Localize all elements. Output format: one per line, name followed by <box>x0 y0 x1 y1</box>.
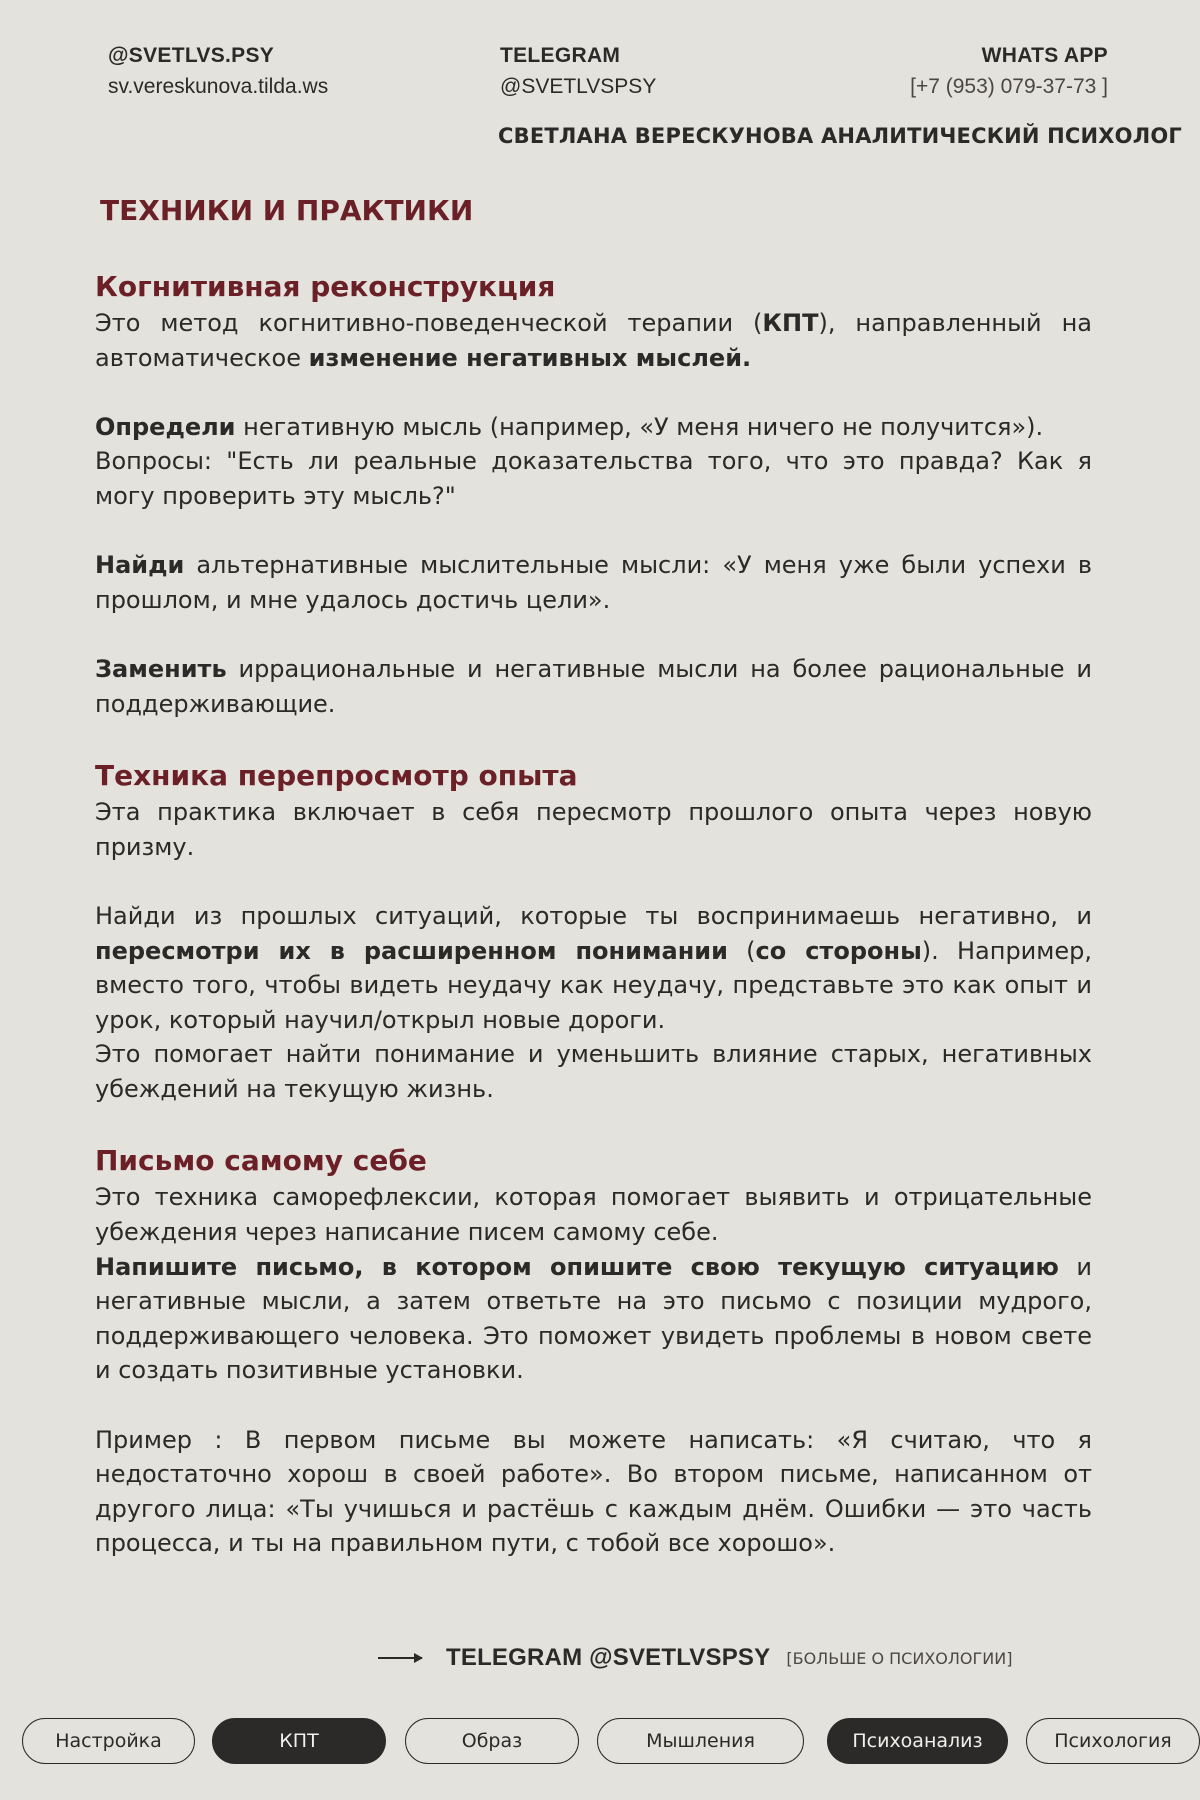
paragraph: Это техника саморефлексии, которая помогает выявить и отрицательные убеждения через написание писем самому себе. <box>95 1183 1092 1247</box>
whatsapp-phone[interactable]: [+7 (953) 079-37-73 ] <box>910 75 1108 98</box>
arrow-right-icon <box>378 1657 422 1659</box>
footer-telegram-link[interactable] <box>378 1644 1012 1672</box>
tag-button-myshleniya[interactable]: Мышления <box>597 1718 804 1764</box>
header-telegram <box>500 44 656 99</box>
author-subtitle: СВЕТЛАНА ВЕРЕСКУНОВА АНАЛИТИЧЕСКИЙ ПСИХОЛОГ <box>498 124 1183 148</box>
header-left <box>108 44 328 99</box>
paragraph: Найди из прошлых ситуаций, которые ты воспринимаешь негативно, и пересмотри их в расширенном понимании (со стороны). Например, вместо того, чтобы видеть неудачу как неудачу, представьте это как опыт и урок, который научил/открыл новые дороги. <box>95 901 1093 1034</box>
tag-button-kpt[interactable]: КПТ <box>212 1718 386 1764</box>
tag-button-obraz[interactable]: Образ <box>405 1718 579 1764</box>
tag-button-psychology[interactable]: Психология <box>1026 1718 1200 1764</box>
tag-bar <box>22 1718 1200 1770</box>
telegram-handle[interactable]: @SVETLVSPSY <box>500 75 657 98</box>
paragraph: Пример : В первом письме вы можете написать: «Я считаю, что я недостаточно хорош в своей работе». Во втором письме, написанном от другого лица: «Ты учишься и растёшь с каждым днём. Ошибки — это часть процесса, и ты на правильном пути, с тобой все хорошо». <box>95 1425 1092 1558</box>
footer-telegram[interactable]: TELEGRAM @SVETLVSPSY <box>446 1644 771 1671</box>
website-link[interactable]: sv.vereskunova.tilda.ws <box>108 75 329 98</box>
whatsapp-label: WHATS APP <box>981 44 1108 67</box>
paragraph: Вопросы: "Есть ли реальные доказательства того, что это правда? Как я могу проверить эту мысль?" <box>95 447 1092 510</box>
section-heading-letter: Письмо самому себе <box>95 1144 427 1178</box>
article-content <box>95 268 1092 1561</box>
paragraph: Это метод когнитивно-поведенческой терапии (КПТ), направленный на автоматическое изменение негативных мыслей. <box>95 309 1092 372</box>
header-whatsapp <box>910 44 1108 99</box>
paragraph: Это помогает найти понимание и уменьшить влияние старых, негативных убеждений на текущую жизнь. <box>95 1040 1092 1103</box>
paragraph: Эта практика включает в себя пересмотр прошлого опыта через новую призму. <box>95 798 1092 861</box>
page-title: ТЕХНИКИ И ПРАКТИКИ <box>100 194 474 227</box>
telegram-label: TELEGRAM <box>500 44 621 67</box>
instagram-handle[interactable]: @SVETLVS.PSY <box>108 44 275 67</box>
section-heading-review: Техника перепросмотр опыта <box>95 759 578 793</box>
tag-button-psychoanalysis[interactable]: Психоанализ <box>827 1718 1008 1764</box>
paragraph: Определи негативную мысль (например, «У меня ничего не получится»). <box>95 412 1044 441</box>
paragraph: Напишите письмо, в котором опишите свою текущую ситуацию и негативные мысли, а затем ответьте на это письмо с позиции мудрого, поддерживающего человека. Это поможет увидеть проблемы в новом свете и создать позитивные установки. <box>95 1252 1092 1385</box>
section-heading-cognitive: Когнитивная реконструкция <box>95 270 556 303</box>
footer-more-label: [БОЛЬШЕ О ПСИХОЛОГИИ] <box>786 1648 1013 1668</box>
paragraph: Заменить иррациональные и негативные мысли на более рациональные и поддерживающие. <box>95 654 1092 718</box>
tag-button-nastroyka[interactable]: Настройка <box>22 1718 195 1764</box>
paragraph: Найди альтернативные мыслительные мысли: «У меня уже были успехи в прошлом, и мне удалось достичь цели». <box>95 551 1092 614</box>
